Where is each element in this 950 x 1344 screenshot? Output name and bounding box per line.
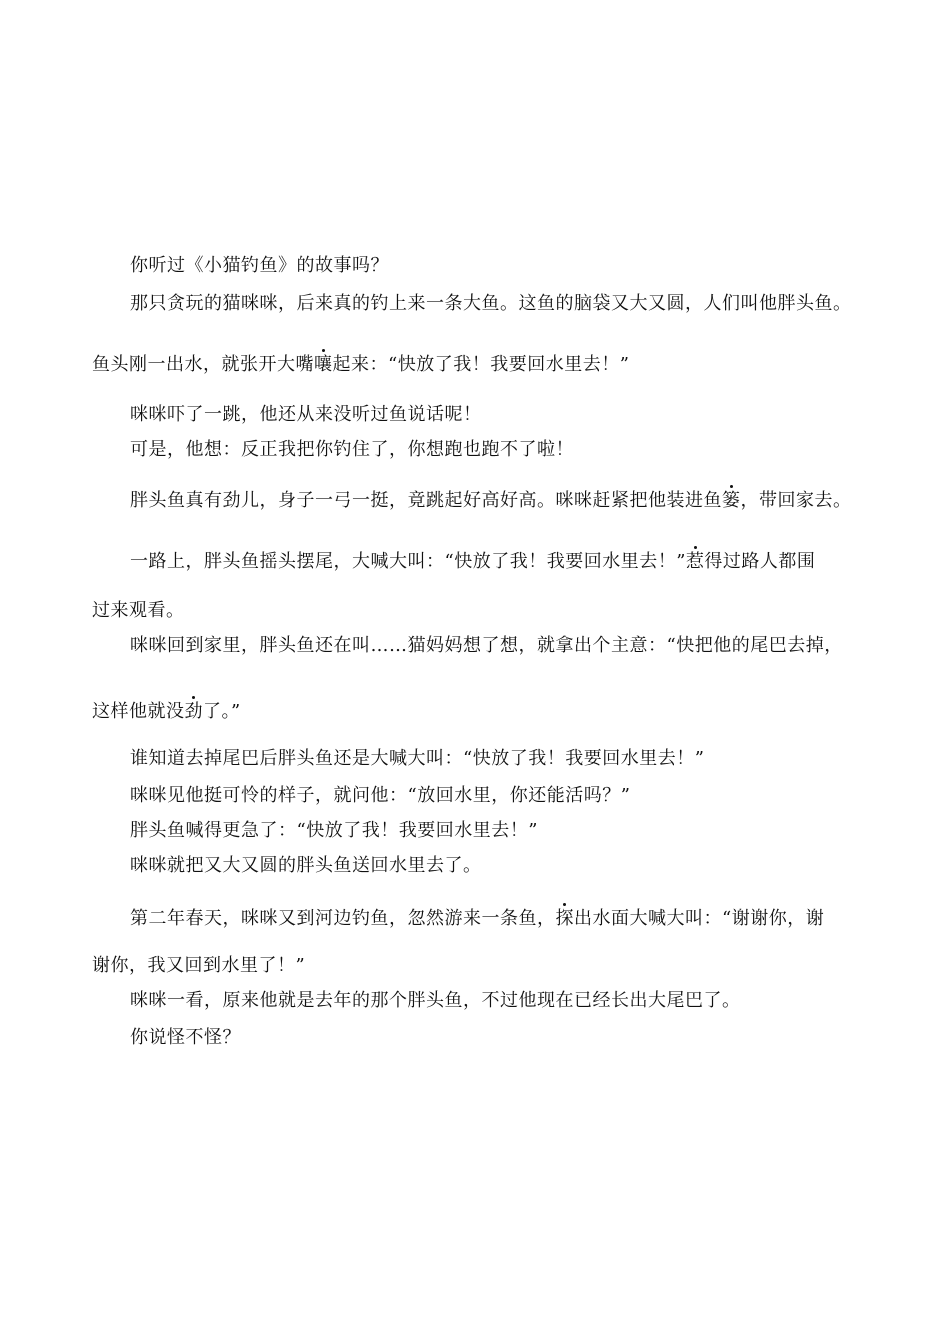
story-line: [130, 785, 630, 807]
story-line: [130, 908, 824, 930]
emphasis-char: 惹: [685, 551, 705, 572]
story-line: [130, 255, 389, 277]
story-line: [130, 990, 741, 1012]
story-text: 那只贪玩的猫咪咪，后来真的钓上来一条大鱼。这鱼的脑袋又大又圆，人们叫他胖头鱼。: [130, 293, 852, 314]
story-text: 咪咪一看，原来他就是去年的那个胖头鱼，不过他现在已经长出大尾巴了。: [130, 990, 741, 1011]
story-line: [130, 820, 538, 842]
story-text: 咪咪见他挺可怜的样子，就问他：“放回水里，你还能活吗？”: [130, 785, 631, 806]
story-text: 你听过《小猫钓鱼》的故事吗？: [130, 255, 389, 276]
story-text: 可是，他想：反正我把你钓住了，你想跑也跑不了啦！: [130, 439, 574, 460]
story-line: [130, 439, 574, 461]
story-line: [130, 635, 843, 657]
story-line: [92, 955, 305, 977]
story-text: 咪咪吓了一跳，他还从来没听过鱼说话呢！: [130, 404, 482, 425]
story-line: [92, 354, 629, 376]
story-line: [92, 600, 185, 622]
story-text: 咪咪回到家里，胖头鱼还在叫……猫妈妈想了想，就拿出个主意：“快把他的尾巴去掉，: [130, 635, 843, 656]
story-text: 第二年春天，咪咪又到河边钓鱼，忽然游来一条鱼，: [130, 908, 556, 929]
story-text: 出水面大喊大叫：“谢谢你，谢: [574, 908, 825, 929]
story-line: [130, 490, 852, 512]
emphasis-char: 劲: [184, 701, 203, 722]
story-text: 鱼头刚一出水，就张开大嘴: [92, 354, 314, 375]
story-text: 胖头鱼喊得更急了：“快放了我！我要回水里去！”: [130, 820, 538, 841]
emphasis-char: 篓: [722, 490, 741, 511]
story-text: 胖头鱼真有劲儿，身子一弓一挺，竟跳起好高好高。咪咪赶紧把他装进鱼: [130, 490, 722, 511]
story-text: 一路上，胖头鱼摇头摆尾，大喊大叫：“快放了我！我要回水里去！”: [130, 551, 686, 572]
story-text: 谁知道去掉尾巴后胖头鱼还是大喊大叫：“快放了我！我要回水里去！”: [130, 748, 705, 769]
story-line: [130, 551, 815, 573]
story-text: 起来：“快放了我！我要回水里去！”: [332, 354, 630, 375]
story-line: [130, 293, 852, 315]
story-line: [130, 748, 704, 770]
story-line: [130, 1027, 241, 1049]
story-text: 了。”: [203, 701, 241, 722]
story-text: 这样他就没: [92, 701, 185, 722]
story-line: [92, 701, 241, 723]
emphasis-char: 嚷: [314, 354, 333, 375]
story-line: [130, 855, 482, 877]
emphasis-char: 探: [555, 908, 574, 929]
story-text: 过来观看。: [92, 600, 185, 621]
story-line: [130, 404, 482, 426]
story-text: 你说怪不怪？: [130, 1027, 241, 1048]
story-text: 谢你，我又回到水里了！”: [92, 955, 306, 976]
story-text: ，带回家去。: [740, 490, 852, 511]
story-text: 咪咪就把又大又圆的胖头鱼送回水里去了。: [130, 855, 482, 876]
story-text: 得过路人都围: [704, 551, 816, 572]
